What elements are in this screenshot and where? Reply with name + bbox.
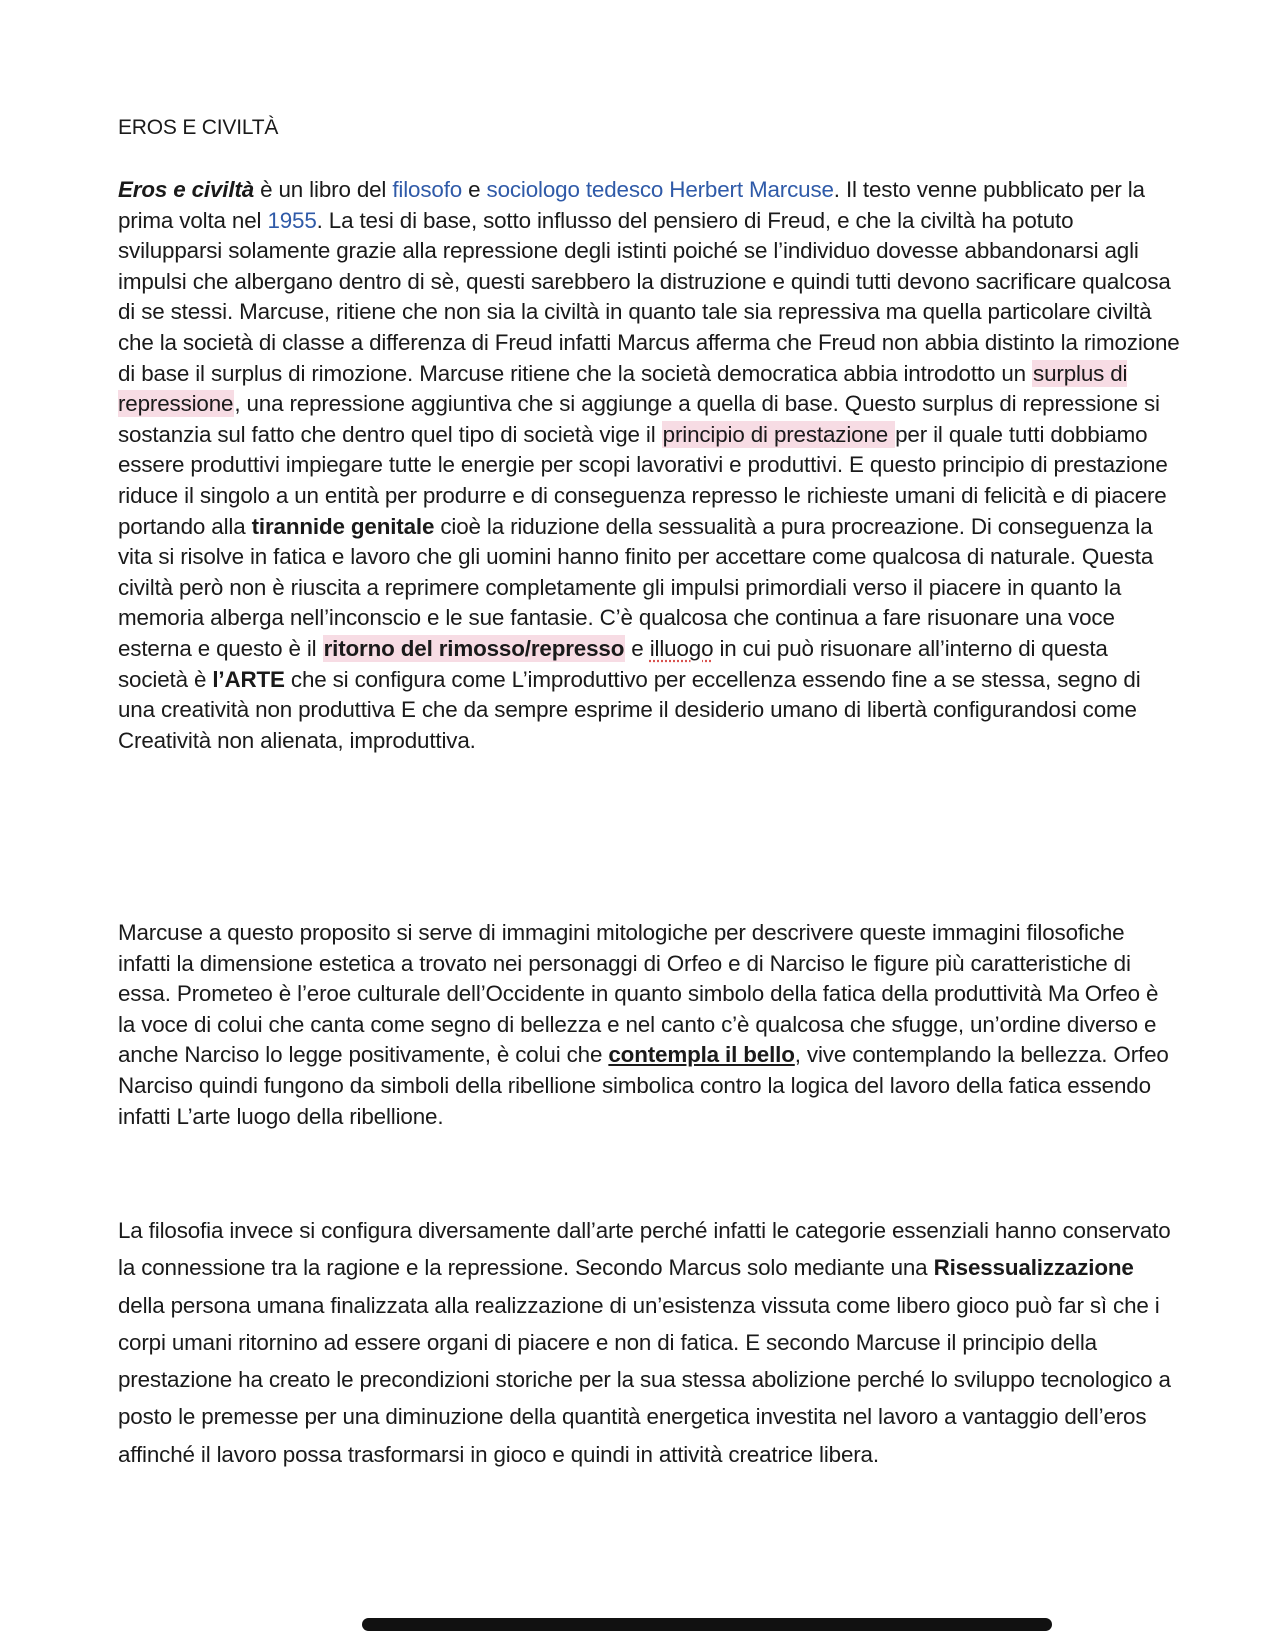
link-1955[interactable]: 1955 — [267, 207, 317, 233]
book-title: Eros e civiltà — [118, 177, 255, 202]
paragraph-mythology: Marcuse a questo proposito si serve di immagini mitologiche per descrivere queste immagini filosofiche infatti la dimensione estetica a trovato nei personaggi di Orfeo e di Narciso le figure più caratteristiche di essa. Prometeo è l’eroe culturale dell’Occidente in quanto simbolo della fatica della produttività Ma Orfeo è la voce di colui che canta come segno di bellezza e nel canto c’è qualcosa che sfugge, un’ordine diverso e anche Narciso lo legge positivamente, è colui che contempla il bello, vive contemplando la bellezza. Orfeo Narciso quindi fungono da simboli della ribellione simbolica contro la logica del lavoro della fatica essendo infatti L’arte luogo della ribellione. — [118, 920, 1169, 1129]
bold-tirannide: tirannide genitale — [251, 513, 435, 539]
link-filosofo[interactable]: filosofo — [392, 177, 463, 202]
home-indicator[interactable] — [362, 1618, 1052, 1631]
paragraph-philosophy: La filosofia invece si configura diversamente dall’arte perché infatti le categorie essenziali hanno conservato la connessione tra la ragione e la repressione. Secondo Marcus solo mediante una Risessualizzazione della persona umana finalizzata alla realizzazione di un’esistenza vissuta come libero gioco può far sì che i corpi umani ritornino ad essere organi di piacere e non di fatica. E secondo Marcuse il principio della prestazione ha creato le precondizioni storiche per la sua stessa abolizione perché lo sviluppo tecnologico a posto le premesse per una diminuzione della quantità energetica investita nel lavoro a vantaggio dell’eros affinché il lavoro possa trasformarsi in gioco e quindi in attività creatrice libera. — [118, 1218, 1171, 1467]
bold-arte: l’ARTE — [212, 666, 285, 692]
highlight-ritorno: ritorno del rimosso/represso — [323, 635, 625, 661]
highlight-principio: principio di prestazione — [662, 421, 895, 447]
highlight-surplus: surplus di repressione — [118, 360, 1128, 417]
bold-risessualizzazione: Risessualizzazione — [933, 1255, 1134, 1281]
paragraph-intro: Eros e civiltà è un libro del filosofo e sociologo tedesco Herbert Marcuse. Il testo venne pubblicato per la prima volta nel 1955. La tesi di base, sotto influsso del pensiero di Freud, e che la civiltà ha potuto svilupparsi solamente grazie alla repressione degli istinti poiché se l’individuo dovesse abbandonarsi agli impulsi che albergano dentro di sè, questi sarebbero la distruzione e quindi tutti devono sacrificare qualcosa di se stessi. Marcuse, ritiene che non sia la civiltà in quanto tale sia repressiva ma quella particolare civiltà che la società di classe a differenza di Freud infatti Marcus afferma che Freud non abbia distinto la rimozione di base il surplus di rimozione. Marcuse ritiene che la società democratica abbia introdotto un surplus di repressione, una repressione aggiuntiva che si aggiunge a quella di base. Questo surplus di repressione si sostanzia sul fatto che dentro quel tipo di società vige il principio di prestazione per il quale tutti dobbiamo essere produttivi impiegare tutte le energie per scopi lavorativi e produttivi. E questo principio di prestazione riduce il singolo a un entità per produrre e di conseguenza represso le richieste umani di felicità e di piacere portando alla tirannide genitale cioè la riduzione della sessualità a pura procreazione. Di conseguenza la vita si risolve in fatica e lavoro che gli uomini hanno finito per accettare come qualcosa di naturale. Questa civiltà però non è riuscita a reprimere completamente gli impulsi primordiali verso il piacere in quanto la memoria alberga nell’inconscio e le sue fantasie. C’è qualcosa che continua a fare risuonare una voce esterna e questo è il ritorno del rimosso/represso e illuogo in cui può risuonare all’interno di questa società è l’ARTE che si configura come L’improduttivo per eccellenza essendo fine a se stessa, segno di una creatività non produttiva E che da sempre esprime il desiderio umano di libertà configurandosi come Creatività non alienata, improduttiva. — [118, 177, 1180, 753]
document-title: EROS E CIVILTÀ — [118, 116, 279, 139]
link-marcuse[interactable]: sociologo tedesco Herbert Marcuse — [486, 177, 834, 202]
bold-contempla: contempla il bello — [608, 1042, 795, 1068]
spellcheck-word[interactable]: illuogo — [649, 635, 714, 661]
